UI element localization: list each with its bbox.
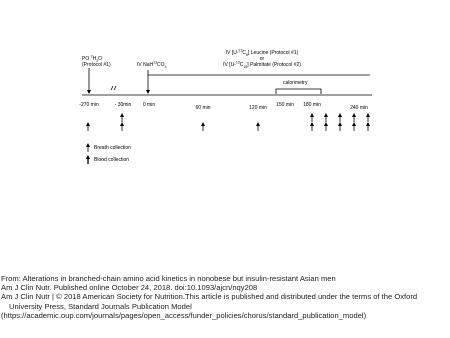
- caption-copyright: Am J Clin Nutr | © 2018 American Society for Nutrition.This article is published and distributed under the terms of the Oxford: [1, 292, 418, 302]
- time-label: 240 min: [350, 105, 368, 111]
- time-label: 150 min: [276, 102, 294, 108]
- caption-citation: Am J Clin Nutr. Published online October 24, 2018. doi:10.1093/ajcn/nqy208: [1, 283, 258, 293]
- po-label: PO $^2H_2O$ (Protocol #1): [82, 54, 111, 68]
- calorimetry-label: calorimetry: [283, 80, 308, 86]
- tracer-label: IV $[U-^{13}C_6]$ Leucine (Protocol #1) or IV $[U-^{13}C_{16}]$ Palmitate (Protocol #2): [223, 48, 301, 69]
- legend-breath-label: Breath collection: [94, 145, 131, 151]
- time-label: 60 min: [195, 105, 211, 111]
- time-label: 180 min: [303, 102, 321, 108]
- time-label: 0 min: [142, 102, 156, 108]
- figure-caption: [0, 274, 450, 320]
- time-label: - 30min: [114, 102, 132, 108]
- time-label: 120 min: [249, 105, 267, 111]
- break-mark-line-1: [111, 86, 113, 90]
- caption-url[interactable]: (https://academic.oup.com/journals/pages/open_access/funder_policies/chorus/standard_publication_model): [1, 310, 367, 320]
- bicarbonate-label: IV $NaH^{13}CO_3$: [137, 60, 167, 69]
- caption-copyright-cont: University Press, Standard Journals Publication Model: [9, 301, 192, 311]
- legend-blood-label: Blood collection: [94, 157, 130, 163]
- time-label: -270 min: [79, 102, 99, 108]
- caption-title: From: Alterations in branched-chain amino acid kinetics in nonobese but insulin-resistant Asian men: [1, 274, 336, 283]
- break-mark-line-2: [114, 86, 116, 90]
- calorimetry-bracket: [276, 89, 321, 94]
